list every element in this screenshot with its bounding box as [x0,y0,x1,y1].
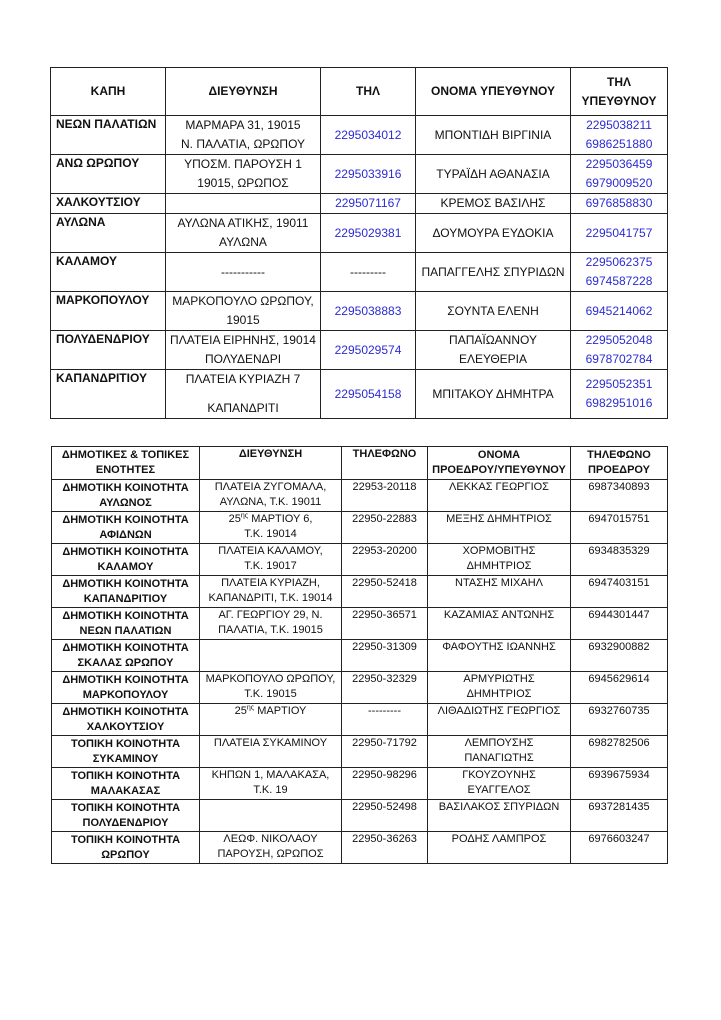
community-address [200,480,342,512]
header-president-phone-line1: ΤΗΛΕΦΩΝΟ [587,449,651,461]
community-unit-type: ΔΗΜΟΤΙΚΗ ΚΟΙΝΟΤΗΤΑ [62,481,189,494]
header-address2 [200,447,342,480]
community-president-name-line1: ΓΚΟΥΖΟΥΝΗΣ ΕΥΑΓΓΕΛΟΣ [462,769,536,796]
community-president-name-line1: ΝΤΑΣΗΣ ΜΙΧΑΗΛ [455,577,543,589]
community-address-line2: ΑΥΛΩΝΑ, Τ.Κ. 19011 [219,496,322,508]
community-president-name-line1: ΑΡΜΥΡΙΩΤΗΣ [463,673,535,685]
kapi-manager-phone-1: 2295038211 [586,118,652,132]
community-president-name [428,672,571,704]
community-phone: 22950-36263 [342,832,428,864]
community-president-name [428,736,571,768]
community-unit [52,736,200,768]
community-unit [52,640,200,672]
header-president-name [428,447,571,480]
kapi-table [50,67,668,419]
community-address [200,512,342,544]
community-unit [52,512,200,544]
community-phone: --------- [342,704,428,736]
kapi-address [166,370,321,419]
community-address-line1: ΛΕΩΦ. ΝΙΚΟΛΑΟΥ [223,833,318,845]
kapi-manager-name [416,253,571,292]
community-address [200,576,342,608]
header-address2-text: ΔΙΕΥΘΥΝΣΗ [238,448,303,460]
kapi-address-line2: Ν. ΠΑΛΑΤΙΑ, ΩΡΩΠΟΥ [180,137,306,151]
kapi-manager-phone [571,331,668,370]
community-unit [52,672,200,704]
community-president-name-line2: ΔΗΜΗΤΡΙΟΣ [466,560,532,572]
community-phone: 22950-36571 [342,608,428,640]
communities-table [51,446,668,864]
kapi-phone: 2295054158 [321,370,416,419]
community-row [52,800,668,832]
kapi-manager-phone-1: 6976858830 [585,196,653,210]
community-president-phone: 6944301447 [571,608,668,640]
kapi-phone: 2295029574 [321,331,416,370]
kapi-manager-name-line1: ΜΠΟΝΤΙΔΗ ΒΙΡΓΙΝΙΑ [434,127,552,142]
kapi-manager-name [416,292,571,331]
kapi-address-line1: ΑΥΛΩΝΑ ΑΤΙΚΗΣ, 19011 [177,216,309,230]
community-unit-name: ΚΑΛΑΜΟΥ [97,560,154,573]
kapi-address-line2: 19015 [226,313,260,327]
community-address-rest: ΜΑΡΤΙΟΥ [254,705,307,717]
kapi-manager-phone [571,370,668,419]
community-president-name [428,800,571,832]
kapi-address [166,194,321,214]
community-president-name [428,640,571,672]
community-address [200,768,342,800]
community-unit-name: ΩΡΩΠΟΥ [101,848,150,861]
kapi-phone: 2295034012 [321,116,416,155]
kapi-manager-phone-1: 2295052048 [585,333,653,347]
community-address-ordinal: ης [240,512,249,520]
community-president-name [428,608,571,640]
community-address-line2: Τ.Κ. 19017 [244,560,297,572]
community-president-phone: 6982782506 [571,736,668,768]
kapi-manager-phone [571,253,668,292]
community-president-phone: 6932760735 [571,704,668,736]
community-unit-type: ΔΗΜΟΤΙΚΗ ΚΟΙΝΟΤΗΤΑ [62,705,189,718]
kapi-manager-phone-2: 6986251880 [585,137,653,151]
community-president-name-line1: ΒΑΣΙΛΑΚΟΣ ΣΠΥΡΙΔΩΝ [438,801,560,813]
header-president-phone-line2: ΠΡΟΕΔΡΟΥ [587,464,650,476]
community-address-line2: Τ.Κ. 19 [253,784,288,796]
community-president-phone: 6976603247 [571,832,668,864]
kapi-name: ΠΟΛΥΔΕΝΔΡΙΟΥ [51,331,166,370]
community-address-line1: ΠΛΑΤΕΙΑ ΖΥΓΟΜΑΛΑ, [214,481,327,493]
community-president-phone: 6937281435 [571,800,668,832]
community-row [52,768,668,800]
kapi-table-header-row [51,68,668,116]
community-row [52,576,668,608]
community-president-name [428,832,571,864]
community-unit-type: ΔΗΜΟΤΙΚΗ ΚΟΙΝΟΤΗΤΑ [62,513,189,526]
kapi-row [51,116,668,155]
community-president-name-line2: ΠΑΝΑΓΙΩΤΗΣ [464,752,534,764]
community-address [200,704,342,736]
header-unit-line1: ΔΗΜΟΤΙΚΕΣ & ΤΟΠΙΚΕΣ [61,449,190,461]
community-row [52,736,668,768]
community-president-name [428,576,571,608]
kapi-manager-phone [571,292,668,331]
community-president-name-line1: ΦΑΦΟΥΤΗΣ ΙΩΑΝΝΗΣ [442,641,556,653]
community-unit-type: ΤΟΠΙΚΗ ΚΟΙΝΟΤΗΤΑ [70,769,181,782]
kapi-address [166,116,321,155]
community-unit-name: ΣΥΚΑΜΙΝΟΥ [92,752,159,765]
community-president-phone: 6947015751 [571,512,668,544]
community-address-line1 [202,704,339,719]
header-manager-phone [571,68,668,116]
community-phone: 22950-52418 [342,576,428,608]
kapi-address [166,214,321,253]
community-president-name-line1: ΡΟΔΗΣ ΛΑΜΠΡΟΣ [451,833,547,845]
community-president-phone: 6932900882 [571,640,668,672]
community-row [52,608,668,640]
kapi-manager-phone-1: 2295052351 [585,377,653,391]
community-address-line2: ΠΑΛΑΤΙΑ, Τ.Κ. 19015 [218,624,323,636]
kapi-phone: 2295029381 [321,214,416,253]
kapi-row [51,292,668,331]
kapi-row [51,194,668,214]
community-phone: 22953-20200 [342,544,428,576]
kapi-name: ΧΑΛΚΟΥΤΣΙΟΥ [51,194,166,214]
community-row [52,704,668,736]
community-president-phone: 6945629614 [571,672,668,704]
kapi-address-line1: ΠΛΑΤΕΙΑ ΕΙΡΗΝΗΣ, 19014 [170,333,316,347]
kapi-manager-name [416,194,571,214]
community-address-line2: ΠΑΡΟΥΣΗ, ΩΡΩΠΟΣ [217,848,324,860]
kapi-row [51,214,668,253]
kapi-manager-name [416,116,571,155]
community-unit-name: ΑΥΛΩΝΟΣ [99,496,152,509]
community-phone: 22950-52498 [342,800,428,832]
kapi-address-line2: 19015, ΩΡΩΠΟΣ [197,176,289,190]
kapi-address-line1: ----------- [221,264,265,279]
community-president-phone: 6987340893 [571,480,668,512]
community-president-name-line1: ΛΕΚΚΑΣ ΓΕΩΡΓΙΟΣ [449,481,549,493]
kapi-manager-phone-1: 2295041757 [585,225,653,240]
kapi-manager-name-line1: ΣΟΥΝΤΑ ΕΛΕΝΗ [447,303,539,318]
kapi-address [166,331,321,370]
kapi-manager-name [416,331,571,370]
header-president-name-line2: ΠΡΟΕΔΡΟΥ/ΥΠΕΥΘΥΝΟΥ [432,464,566,476]
kapi-manager-name [416,370,571,419]
header-phone2-text: ΤΗΛΕΦΩΝΟ [352,448,417,460]
kapi-manager-name [416,214,571,253]
kapi-phone: --------- [321,253,416,292]
community-phone: 22950-22883 [342,512,428,544]
community-address [200,672,342,704]
community-address [200,544,342,576]
header-manager-phone-text: ΤΗΛ ΥΠΕΥΘΥΝΟΥ [581,74,657,108]
kapi-manager-phone-1: 2295062375 [585,255,653,269]
community-unit-type: ΔΗΜΟΤΙΚΗ ΚΟΙΝΟΤΗΤΑ [62,577,189,590]
community-phone: 22953-20118 [342,480,428,512]
kapi-manager-name-line1: ΔΟΥΜΟΥΡΑ ΕΥΔΟΚΙΑ [432,225,554,240]
header-phone2 [342,447,428,480]
community-unit-name: ΜΑΡΚΟΠΟΥΛΟΥ [82,688,169,701]
communities-table-header-row [52,447,668,480]
kapi-address-line1: ΠΛΑΤΕΙΑ ΚΥΡΙΑΖΗ 7 [185,372,301,386]
community-unit-type: ΔΗΜΟΤΙΚΗ ΚΟΙΝΟΤΗΤΑ [62,609,189,622]
kapi-address [166,253,321,292]
community-address [200,608,342,640]
community-unit-name: ΣΚΑΛΑΣ ΩΡΩΠΟΥ [77,656,174,669]
community-president-name [428,480,571,512]
kapi-manager-name-line1: ΚΡΕΜΟΣ ΒΑΣΙΛΗΣ [440,196,546,210]
community-president-phone: 6947403151 [571,576,668,608]
community-address-line2: Τ.Κ. 19014 [244,528,297,540]
community-unit-name: ΚΑΠΑΝΔΡΙΤΙΟΥ [83,592,168,605]
community-unit-type: ΔΗΜΟΤΙΚΗ ΚΟΙΝΟΤΗΤΑ [62,545,189,558]
kapi-name: ΚΑΛΑΜΟΥ [51,253,166,292]
community-unit [52,608,200,640]
community-address-line1: ΠΛΑΤΕΙΑ ΚΥΡΙΑΖΗ, [221,577,320,589]
community-address-line1: ΜΑΡΚΟΠΟΥΛΟ ΩΡΩΠΟΥ, [205,673,336,685]
kapi-manager-name-line1: ΠΑΠΑΪΩΑΝΝΟΥ [449,333,537,347]
kapi-address-line2: ΑΥΛΩΝΑ [219,235,267,249]
community-address [200,736,342,768]
community-unit-name: ΑΦΙΔΝΩΝ [99,528,152,541]
community-address-line1: ΠΛΑΤΕΙΑ ΚΑΛΑΜΟΥ, [218,545,323,557]
header-manager-name: ΟΝΟΜΑ ΥΠΕΥΘΥΝΟΥ [416,68,571,116]
community-phone: 22950-98296 [342,768,428,800]
community-unit-type: ΔΗΜΟΤΙΚΗ ΚΟΙΝΟΤΗΤΑ [62,673,189,686]
community-row [52,832,668,864]
community-unit [52,576,200,608]
community-president-name-line1: ΧΟΡΜΟΒΙΤΗΣ [462,545,536,557]
community-address [200,832,342,864]
kapi-name: ΑΥΛΩΝΑ [51,214,166,253]
community-address [200,800,342,832]
community-row [52,480,668,512]
community-unit-type: ΔΗΜΟΤΙΚΗ ΚΟΙΝΟΤΗΤΑ [62,641,189,654]
kapi-manager-phone-1: 6945214062 [585,303,653,318]
community-unit [52,480,200,512]
kapi-manager-phone [571,116,668,155]
community-row [52,544,668,576]
community-president-name [428,768,571,800]
kapi-manager-phone-2: 6974587228 [585,274,653,288]
community-phone: 22950-32329 [342,672,428,704]
kapi-address-line2: ΚΑΠΑΝΔΡΙΤΙ [207,401,279,415]
kapi-phone: 2295071167 [321,194,416,214]
community-address-line2: ΚΑΠΑΝΔΡΙΤΙ, Τ.Κ. 19014 [208,592,333,604]
kapi-phone: 2295033916 [321,155,416,194]
community-unit-name: ΜΑΛΑΚΑΣΑΣ [90,784,161,797]
header-address: ΔΙΕΥΘΥΝΣΗ [166,68,321,116]
community-president-name-line1: ΛΕΜΠΟΥΣΗΣ [464,737,534,749]
kapi-address-line1: ΥΠΟΣΜ. ΠΑΡΟΥΣΗ 1 [184,157,302,171]
community-unit [52,800,200,832]
community-row [52,512,668,544]
community-unit [52,544,200,576]
community-unit-type: ΤΟΠΙΚΗ ΚΟΙΝΟΤΗΤΑ [70,833,181,846]
kapi-manager-phone-2: 6978702784 [585,352,653,366]
community-unit [52,704,200,736]
community-address-line1 [202,512,339,527]
community-president-phone: 6939675934 [571,768,668,800]
kapi-name: ΑΝΩ ΩΡΩΠΟΥ [51,155,166,194]
community-president-name-line1: ΚΑΖΑΜΙΑΣ ΑΝΤΩΝΗΣ [443,609,555,621]
kapi-manager-name-line2: ΕΛΕΥΘΕΡΙΑ [458,352,528,366]
kapi-manager-phone [571,155,668,194]
community-address [200,640,342,672]
community-unit-name: ΝΕΩΝ ΠΑΛΑΤΙΩΝ [79,624,172,637]
kapi-phone: 2295038883 [321,292,416,331]
kapi-manager-phone [571,214,668,253]
community-address-line1: ΑΓ. ΓΕΩΡΓΙΟΥ 29, Ν. [218,609,323,621]
kapi-row [51,370,668,419]
kapi-name: ΜΑΡΚΟΠΟΥΛΟΥ [51,292,166,331]
community-phone: 22950-31309 [342,640,428,672]
kapi-address-line1: ΜΑΡΚΟΠΟΥΛΟ ΩΡΩΠΟΥ, [172,294,314,308]
kapi-name: ΚΑΠΑΝΔΡΙΤΙΟΥ [51,370,166,419]
community-address-number: 25 [228,513,241,525]
community-address-rest: ΜΑΡΤΙΟΥ 6, [248,513,313,525]
community-unit-type: ΤΟΠΙΚΗ ΚΟΙΝΟΤΗΤΑ [70,737,181,750]
header-president-phone [571,447,668,480]
community-president-name-line2: ΔΗΜΗΤΡΙΟΣ [466,688,532,700]
header-unit-line2: ΕΝΟΤΗΤΕΣ [95,464,156,476]
kapi-manager-phone-2: 6979009520 [585,176,653,190]
kapi-manager-phone-2: 6982951016 [585,396,653,410]
community-president-name-line1: ΛΙΘΑΔΙΩΤΗΣ ΓΕΩΡΓΙΟΣ [437,705,561,717]
community-president-name [428,544,571,576]
community-unit-name: ΧΑΛΚΟΥΤΣΙΟΥ [86,720,165,733]
header-kapi: ΚΑΠΗ [51,68,166,116]
kapi-manager-name-line1: ΠΑΠΑΓΓΕΛΗΣ ΣΠΥΡΙΔΩΝ [421,264,565,279]
community-address-line1: ΠΛΑΤΕΙΑ ΣΥΚΑΜΙΝΟΥ [213,737,328,749]
community-phone: 22950-71792 [342,736,428,768]
kapi-manager-name-line1: ΤΥΡΑΪΔΗ ΑΘΑΝΑΣΙΑ [436,166,550,181]
community-president-name-line1: ΜΕΞΗΣ ΔΗΜΗΤΡΙΟΣ [446,513,552,525]
kapi-row [51,331,668,370]
header-unit [52,447,200,480]
community-row [52,640,668,672]
kapi-row [51,253,668,292]
community-unit-name: ΠΟΛΥΔΕΝΔΡΙΟΥ [82,816,169,829]
community-address-ordinal: ης [246,704,255,712]
kapi-address [166,292,321,331]
kapi-address-line2: ΠΟΛΥΔΕΝΔΡΙ [204,352,282,366]
community-address-line1: ΚΗΠΩΝ 1, ΜΑΛΑΚΑΣΑ, [211,769,330,781]
kapi-address-line1: ΜΑΡΜΑΡΑ 31, 19015 [185,118,301,132]
community-president-phone: 6934835329 [571,544,668,576]
community-row [52,672,668,704]
community-president-name [428,512,571,544]
community-president-name [428,704,571,736]
community-address-number: 25 [234,705,247,717]
header-phone: ΤΗΛ [321,68,416,116]
community-unit [52,768,200,800]
community-unit [52,832,200,864]
community-unit-type: ΤΟΠΙΚΗ ΚΟΙΝΟΤΗΤΑ [70,801,181,814]
header-president-name-line1: ΟΝΟΜΑ [477,449,521,461]
kapi-manager-phone [571,194,668,214]
kapi-address [166,155,321,194]
kapi-manager-phone-1: 2295036459 [585,157,653,171]
community-address-line2: Τ.Κ. 19015 [244,688,297,700]
kapi-row [51,155,668,194]
kapi-name: ΝΕΩΝ ΠΑΛΑΤΙΩΝ [51,116,166,155]
kapi-manager-name [416,155,571,194]
kapi-manager-name-line1: ΜΠΙΤΑΚΟΥ ΔΗΜΗΤΡΑ [432,386,554,401]
